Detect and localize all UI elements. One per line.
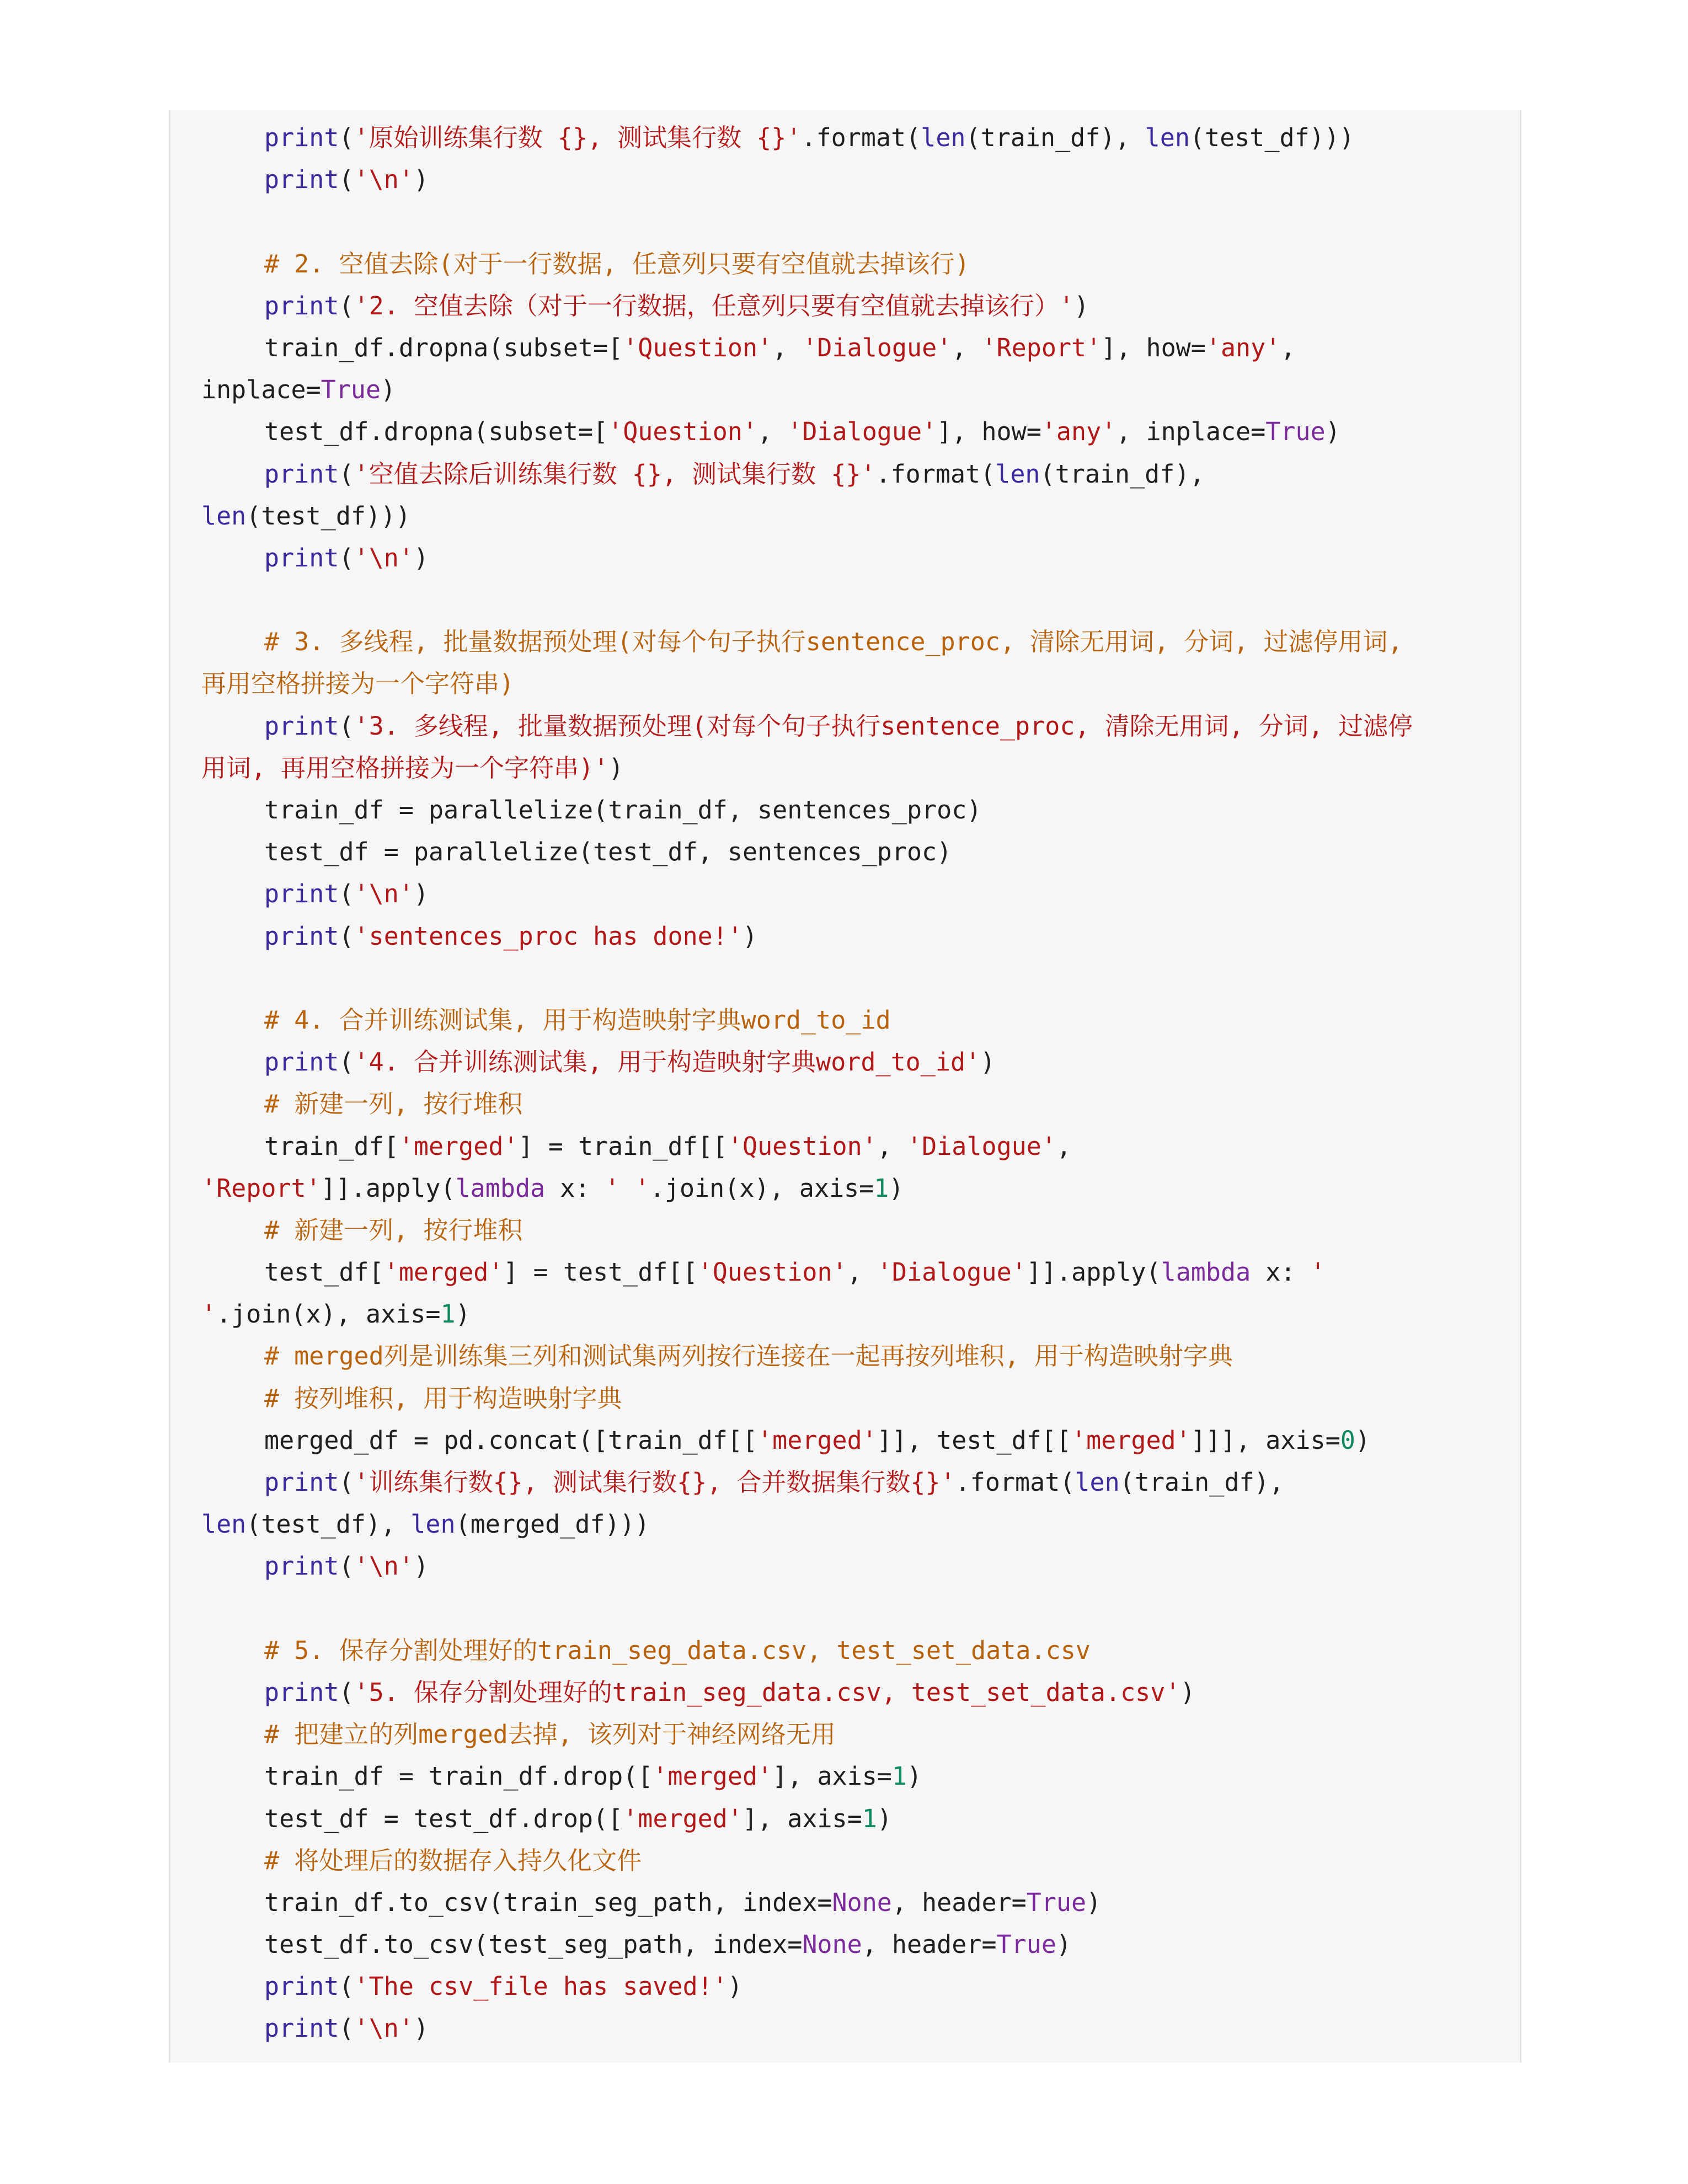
code-token: ( [339, 711, 354, 741]
code-token: ) [381, 375, 396, 405]
code-line [201, 747, 1498, 789]
string-token: '训练集行数{}, 测试集行数{}, 合并数据集行数{}' [354, 1468, 955, 1497]
code-line [201, 327, 1498, 369]
number-token: 0 [1340, 1425, 1355, 1455]
builtin-token: print [264, 459, 339, 489]
code-line [201, 1503, 1498, 1545]
string-token: 'Report' [981, 333, 1102, 362]
code-token: test_df = parallelize(test_df, sentences_proc) [264, 837, 952, 867]
code-token: ( [339, 2014, 354, 2043]
code-token: ( [339, 1551, 354, 1581]
code-line [201, 1840, 1498, 1882]
code-line [201, 2008, 1498, 2049]
code-token: ( [339, 1972, 354, 2001]
code-token: ] = train_df[[ [518, 1131, 728, 1161]
code-line [201, 453, 1498, 495]
code-line [201, 201, 1498, 243]
keyword-token: True [1026, 1887, 1087, 1917]
number-token: 1 [440, 1299, 456, 1329]
code-line [201, 159, 1498, 201]
builtin-token: len [995, 459, 1040, 489]
string-token: 'merged' [398, 1131, 519, 1161]
builtin-token: print [264, 2014, 339, 2043]
string-token: 'The csv_file has saved!' [354, 1972, 728, 2001]
code-line [201, 1545, 1498, 1587]
builtin-token: print [264, 711, 339, 741]
builtin-token: print [264, 1677, 339, 1707]
code-token: ( [339, 543, 354, 572]
string-token: '\n' [354, 543, 414, 572]
keyword-token: True [996, 1930, 1056, 1960]
builtin-token: print [264, 879, 339, 909]
code-line [201, 1630, 1498, 1672]
code-token: inplace= [201, 375, 321, 405]
code-token: train_df[ [264, 1131, 399, 1161]
string-token: 'merged' [623, 1803, 742, 1833]
code-line [201, 1335, 1498, 1377]
code-token: ) [889, 1173, 904, 1203]
code-token: ( [339, 879, 354, 909]
code-token: ) [1355, 1425, 1370, 1455]
keyword-token: None [832, 1887, 892, 1917]
comment-token: # 2. 空值去除(对于一行数据, 任意列只要有空值就去掉该行) [264, 249, 970, 279]
code-token: ]], test_df[[ [877, 1425, 1071, 1455]
code-token: ) [1074, 291, 1089, 320]
string-token: 'Question' [623, 333, 773, 362]
number-token: 1 [874, 1173, 889, 1203]
code-token: ], how= [1101, 333, 1206, 362]
code-line [201, 1420, 1498, 1462]
builtin-token: print [264, 1972, 339, 2001]
comment-token: # merged列是训练集三列和测试集两列按行连接在一起再按列堆积, 用于构造映射字典 [264, 1341, 1233, 1371]
string-token: 'merged' [383, 1257, 504, 1287]
builtin-token: len [410, 1509, 456, 1539]
code-token: , [1280, 333, 1296, 362]
code-line [201, 1798, 1498, 1840]
keyword-token: None [802, 1930, 862, 1960]
builtin-token: len [1145, 123, 1190, 152]
string-token: 'Report' [201, 1173, 321, 1203]
comment-token: # 把建立的列merged去掉, 该列对于神经网络无用 [264, 1720, 836, 1749]
comment-token: # 5. 保存分割处理好的train_seg_data.csv, test_set_data.csv [264, 1635, 1091, 1665]
code-token: ( [339, 921, 354, 951]
code-line [201, 705, 1498, 747]
code-token: train_df.dropna(subset=[ [264, 333, 623, 362]
code-token: ) [455, 1299, 471, 1329]
string-token: 'Dialogue' [877, 1257, 1027, 1287]
string-token: 'Question' [608, 417, 758, 447]
code-line [201, 1209, 1498, 1251]
code-token: ) [413, 2014, 429, 2043]
string-token: '\n' [354, 165, 414, 195]
string-token: '2. 空值去除（对于一行数据，任意列只要有空值就去掉该行）' [354, 291, 1075, 320]
string-token: 'Dialogue' [907, 1131, 1056, 1161]
code-token: ) [877, 1803, 892, 1833]
code-token: ], axis= [772, 1762, 892, 1791]
string-token: 'Dialogue' [787, 417, 937, 447]
code-token: , header= [891, 1887, 1027, 1917]
code-line [201, 1041, 1498, 1083]
string-token: 'any' [1205, 333, 1281, 362]
code-token: ]]], axis= [1190, 1425, 1340, 1455]
code-line [201, 579, 1498, 621]
code-line [201, 1293, 1498, 1335]
code-line [201, 1168, 1498, 1209]
string-token: 'Question' [727, 1131, 877, 1161]
code-token: test_df.to_csv(test_seg_path, index= [264, 1930, 803, 1960]
code-token: , [757, 417, 788, 447]
code-line [201, 285, 1498, 327]
string-token: '\n' [354, 1551, 414, 1581]
code-token: ]].apply( [1026, 1257, 1161, 1287]
code-token: , inplace= [1116, 417, 1266, 447]
builtin-token: print [264, 123, 339, 152]
code-token: ) [1056, 1930, 1072, 1960]
keyword-token: lambda [1161, 1257, 1251, 1287]
code-token: (test_df))) [246, 501, 411, 531]
code-line [201, 957, 1498, 999]
comment-token: # 新建一列, 按行堆积 [264, 1215, 523, 1245]
code-line [201, 831, 1498, 873]
code-token: .join(x), axis= [216, 1299, 441, 1329]
code-line [201, 1755, 1498, 1797]
string-token: ' ' [605, 1173, 650, 1203]
code-token: .join(x), axis= [649, 1173, 874, 1203]
code-line [201, 1924, 1498, 1966]
string-token: 'Dialogue' [802, 333, 952, 362]
builtin-token: print [264, 165, 339, 195]
code-token: (train_df), [1119, 1468, 1284, 1497]
code-token: ) [608, 753, 624, 783]
builtin-token: print [264, 291, 339, 320]
string-token: '\n' [354, 2014, 414, 2043]
builtin-token: print [264, 543, 339, 572]
string-token: 'merged' [1071, 1425, 1191, 1455]
code-line [201, 1966, 1498, 2008]
keyword-token: lambda [455, 1173, 546, 1203]
string-token: '3. 多线程, 批量数据预处理(对每个句子执行sentence_proc, 清除无用词, 分词, 过滤停 [354, 711, 1413, 741]
comment-token: # 将处理后的数据存入持久化文件 [264, 1845, 642, 1875]
code-token: (test_df))) [1189, 123, 1354, 152]
code-token: ) [1086, 1887, 1102, 1917]
code-line [201, 495, 1498, 537]
code-token: ) [1325, 417, 1340, 447]
keyword-token: True [1265, 417, 1326, 447]
code-token: , [952, 333, 982, 362]
code-token: train_df.to_csv(train_seg_path, index= [264, 1887, 832, 1917]
builtin-token: len [921, 123, 966, 152]
code-line [201, 243, 1498, 285]
code-line [201, 1462, 1498, 1503]
code-token: ( [339, 123, 354, 152]
code-line [201, 1378, 1498, 1420]
code-token: ( [339, 291, 354, 320]
code-line [201, 411, 1498, 453]
builtin-token: print [264, 1047, 339, 1077]
code-line [201, 1714, 1498, 1755]
code-token: x: [545, 1173, 605, 1203]
code-line [201, 1126, 1498, 1168]
code-line [201, 1083, 1498, 1125]
code-token: test_df.dropna(subset=[ [264, 417, 608, 447]
string-token: '5. 保存分割处理好的train_seg_data.csv, test_set_data.csv' [354, 1677, 1180, 1707]
code-token: ], axis= [742, 1803, 862, 1833]
code-token: ( [339, 459, 354, 489]
code-token: ) [413, 1551, 429, 1581]
comment-token: # 4. 合并训练测试集, 用于构造映射字典word_to_id [264, 1005, 891, 1035]
number-token: 1 [891, 1762, 907, 1791]
code-token: ], how= [937, 417, 1041, 447]
builtin-token: len [1075, 1468, 1120, 1497]
code-line [201, 117, 1498, 159]
builtin-token: len [201, 501, 247, 531]
string-token: 用词, 再用空格拼接为一个字符串)' [201, 753, 609, 783]
code-line [201, 369, 1498, 411]
string-token: 'merged' [757, 1425, 877, 1455]
code-line [201, 663, 1498, 705]
code-token: ( [339, 165, 354, 195]
code-line [201, 999, 1498, 1041]
code-line [201, 1251, 1498, 1293]
code-line [201, 1588, 1498, 1630]
code-listing [201, 117, 1498, 2050]
builtin-token: print [264, 1468, 339, 1497]
code-token: ( [339, 1047, 354, 1077]
code-token: (test_df), [246, 1509, 411, 1539]
string-token: '4. 合并训练测试集, 用于构造映射字典word_to_id' [354, 1047, 981, 1077]
string-token: 'Question' [697, 1257, 847, 1287]
code-token: test_df = test_df.drop([ [264, 1803, 623, 1833]
code-block [169, 110, 1521, 2063]
code-token: , [847, 1257, 877, 1287]
code-token: (train_df), [1040, 459, 1205, 489]
code-token: ( [339, 1468, 354, 1497]
code-token: .format( [875, 459, 996, 489]
code-token: , [877, 1131, 907, 1161]
keyword-token: True [320, 375, 381, 405]
code-token: ) [413, 165, 429, 195]
code-token: ) [907, 1762, 922, 1791]
code-line [201, 1882, 1498, 1924]
code-token: test_df[ [264, 1257, 384, 1287]
comment-token: # 新建一列, 按行堆积 [264, 1089, 523, 1119]
comment-token: # 按列堆积, 用于构造映射字典 [264, 1383, 622, 1413]
code-token: x: [1251, 1257, 1311, 1287]
string-token: ' [1310, 1257, 1326, 1287]
code-token: ) [742, 921, 758, 951]
code-token: ] = test_df[[ [503, 1257, 698, 1287]
comment-token: # 3. 多线程, 批量数据预处理(对每个句子执行sentence_proc, 清除无用词, 分词, 过滤停用词, [264, 627, 1403, 657]
comment-token: 再用空格拼接为一个字符串) [201, 669, 515, 699]
code-token: , header= [862, 1930, 997, 1960]
builtin-token: print [264, 1551, 339, 1581]
code-line [201, 873, 1498, 915]
builtin-token: len [201, 1509, 247, 1539]
string-token: ' [201, 1299, 217, 1329]
code-token: (merged_df))) [455, 1509, 650, 1539]
string-token: 'merged' [653, 1762, 773, 1791]
code-line [201, 1672, 1498, 1714]
string-token: 'sentences_proc has done!' [354, 921, 742, 951]
code-token: ) [1180, 1677, 1195, 1707]
code-token: .format( [801, 123, 921, 152]
code-line [201, 537, 1498, 579]
code-token: ) [727, 1972, 742, 2001]
code-token: train_df = parallelize(train_df, sentences_proc) [264, 795, 982, 825]
code-token: train_df = train_df.drop([ [264, 1762, 653, 1791]
code-line [201, 916, 1498, 957]
code-token: ) [980, 1047, 996, 1077]
code-token: .format( [955, 1468, 1075, 1497]
code-line [201, 789, 1498, 831]
code-token: , [1056, 1131, 1072, 1161]
code-line [201, 621, 1498, 663]
string-token: 'any' [1041, 417, 1117, 447]
string-token: '空值去除后训练集行数 {}, 测试集行数 {}' [354, 459, 876, 489]
code-token: ]].apply( [320, 1173, 456, 1203]
code-token: , [772, 333, 803, 362]
code-token: ) [413, 543, 429, 572]
string-token: '\n' [354, 879, 414, 909]
code-token: merged_df = pd.concat([train_df[[ [264, 1425, 758, 1455]
number-token: 1 [862, 1803, 877, 1833]
code-token: ( [339, 1677, 354, 1707]
builtin-token: print [264, 921, 339, 951]
code-token: ) [413, 879, 429, 909]
string-token: '原始训练集行数 {}, 测试集行数 {}' [354, 123, 802, 152]
code-token: (train_df), [965, 123, 1145, 152]
